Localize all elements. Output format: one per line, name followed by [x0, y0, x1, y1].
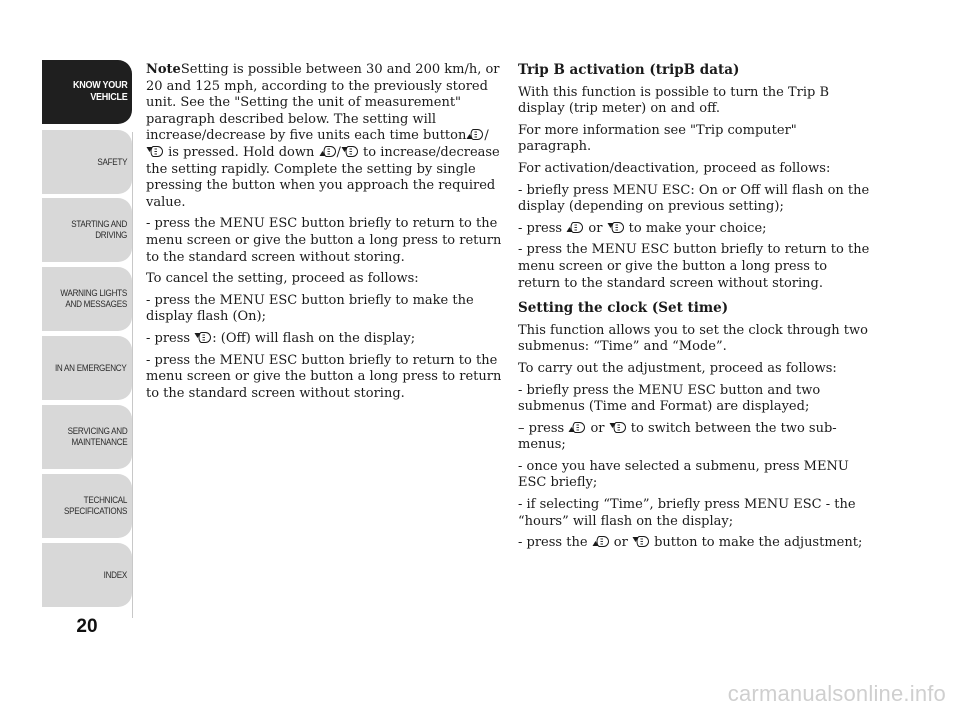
instruction-text: - press the	[518, 535, 592, 551]
instruction-return: - press the MENU ESC button briefly to return to the menu screen or give the button a long press to return to the standard screen without storing.	[146, 352, 502, 401]
note-text: is pressed. Hold down	[164, 144, 319, 160]
heading-trip-b: Trip B activation (tripB data)	[518, 62, 740, 78]
tab-label: SAFETY	[97, 156, 127, 167]
knob-up-icon	[566, 221, 584, 234]
left-column	[146, 62, 502, 407]
knob-up-icon	[568, 421, 586, 434]
clock-text: - once you have selected a submenu, press MENU ESC briefly;	[518, 458, 849, 491]
tab-label: TECHNICAL SPECIFICATIONS	[63, 495, 127, 516]
instruction-flash: - press the MENU ESC button briefly to make the display flash (On);	[146, 292, 474, 325]
instruction-text: - press	[518, 220, 567, 236]
knob-up-icon	[466, 128, 484, 141]
tab-safety[interactable]	[42, 130, 132, 194]
instruction-text: - press	[146, 330, 195, 346]
knob-down-icon	[607, 221, 625, 234]
tab-label: KNOW YOUR VEHICLE	[72, 80, 127, 103]
instruction-cancel: To cancel the setting, proceed as follows:	[146, 271, 419, 287]
instruction-text: button to make the adjustment;	[649, 535, 863, 551]
site-watermark: carmanualsonline.info	[727, 681, 946, 706]
trip-b-text: For activation/deactivation, proceed as follows:	[518, 160, 831, 176]
tab-know-your-vehicle[interactable]	[42, 60, 132, 124]
page-number: 20	[76, 616, 98, 637]
instruction-text: to make your choice;	[624, 220, 767, 236]
clock-text: This function allows you to set the clock through two submenus: “Time” and “Mode”.	[518, 322, 868, 355]
trip-b-text: - briefly press MENU ESC: On or Off will flash on the display (depending on previous setting);	[518, 182, 870, 215]
note-paragraph	[146, 62, 502, 211]
knob-down-icon	[609, 421, 627, 434]
tab-label: STARTING AND DRIVING	[71, 219, 127, 240]
trip-b-text: With this function is possible to turn the Trip B display (trip meter) on and off.	[518, 84, 830, 117]
instruction-text: to switch between the two sub-menus;	[518, 420, 837, 453]
tab-index[interactable]	[42, 543, 132, 607]
tab-label: SERVICING AND MAINTENANCE	[67, 426, 127, 447]
clock-text: - briefly press the MENU ESC button and two submenus (Time and Format) are displayed;	[518, 382, 821, 415]
instruction-adjust	[518, 535, 870, 552]
clock-text: To carry out the adjustment, proceed as follows:	[518, 360, 837, 376]
knob-down-icon	[341, 145, 359, 158]
instruction-text: or	[586, 420, 609, 436]
separator: /	[336, 144, 341, 160]
instruction-text: – press	[518, 420, 569, 436]
instruction-return: - press the MENU ESC button briefly to return to the menu screen or give the button a long press to return to the standard screen without storing.	[146, 216, 502, 265]
trip-b-text: For more information see "Trip computer" paragraph.	[518, 122, 797, 155]
tab-in-an-emergency[interactable]	[42, 336, 132, 400]
tab-warning-lights[interactable]	[42, 267, 132, 331]
tab-starting-and-driving[interactable]	[42, 198, 132, 262]
instruction-return: - press the MENU ESC button briefly to return to the menu screen or give the button a long press to return to the standard screen without storing.	[518, 242, 870, 291]
knob-down-icon	[194, 331, 212, 344]
note-text: to increase/decrease the setting rapidly. Complete the setting by single pressing the button when you approach the required value.	[146, 144, 500, 210]
instruction-switch	[518, 421, 870, 454]
knob-down-icon	[632, 535, 650, 548]
tab-technical-specifications[interactable]	[42, 474, 132, 538]
instruction-off	[146, 331, 502, 348]
instruction-choice	[518, 221, 870, 238]
heading-set-time: Setting the clock (Set time)	[518, 300, 729, 317]
separator: /	[484, 128, 489, 144]
tab-servicing-and-maintenance[interactable]	[42, 405, 132, 469]
note-label: Note	[146, 62, 181, 77]
instruction-text: or	[609, 535, 632, 551]
knob-up-icon	[592, 535, 610, 548]
right-column	[518, 62, 870, 557]
instruction-text: : (Off) will flash on the display;	[212, 330, 416, 346]
tab-label: WARNING LIGHTS AND MESSAGES	[60, 288, 127, 309]
clock-text: - if selecting “Time”, briefly press MENU ESC - the “hours” will flash on the display;	[518, 497, 856, 529]
knob-down-icon	[146, 145, 164, 158]
tab-label: IN AN EMERGENCY	[55, 362, 127, 373]
knob-up-icon	[319, 145, 337, 158]
note-text: Setting is possible between 30 and 200 km/h, or 20 and 125 mph, according to the previously stored unit. See the "Setting the unit of measurement" paragraph described below. The setting will increase/decrease by five units each time button	[146, 62, 500, 144]
instruction-text: or	[584, 220, 607, 236]
tab-label: INDEX	[103, 569, 127, 580]
